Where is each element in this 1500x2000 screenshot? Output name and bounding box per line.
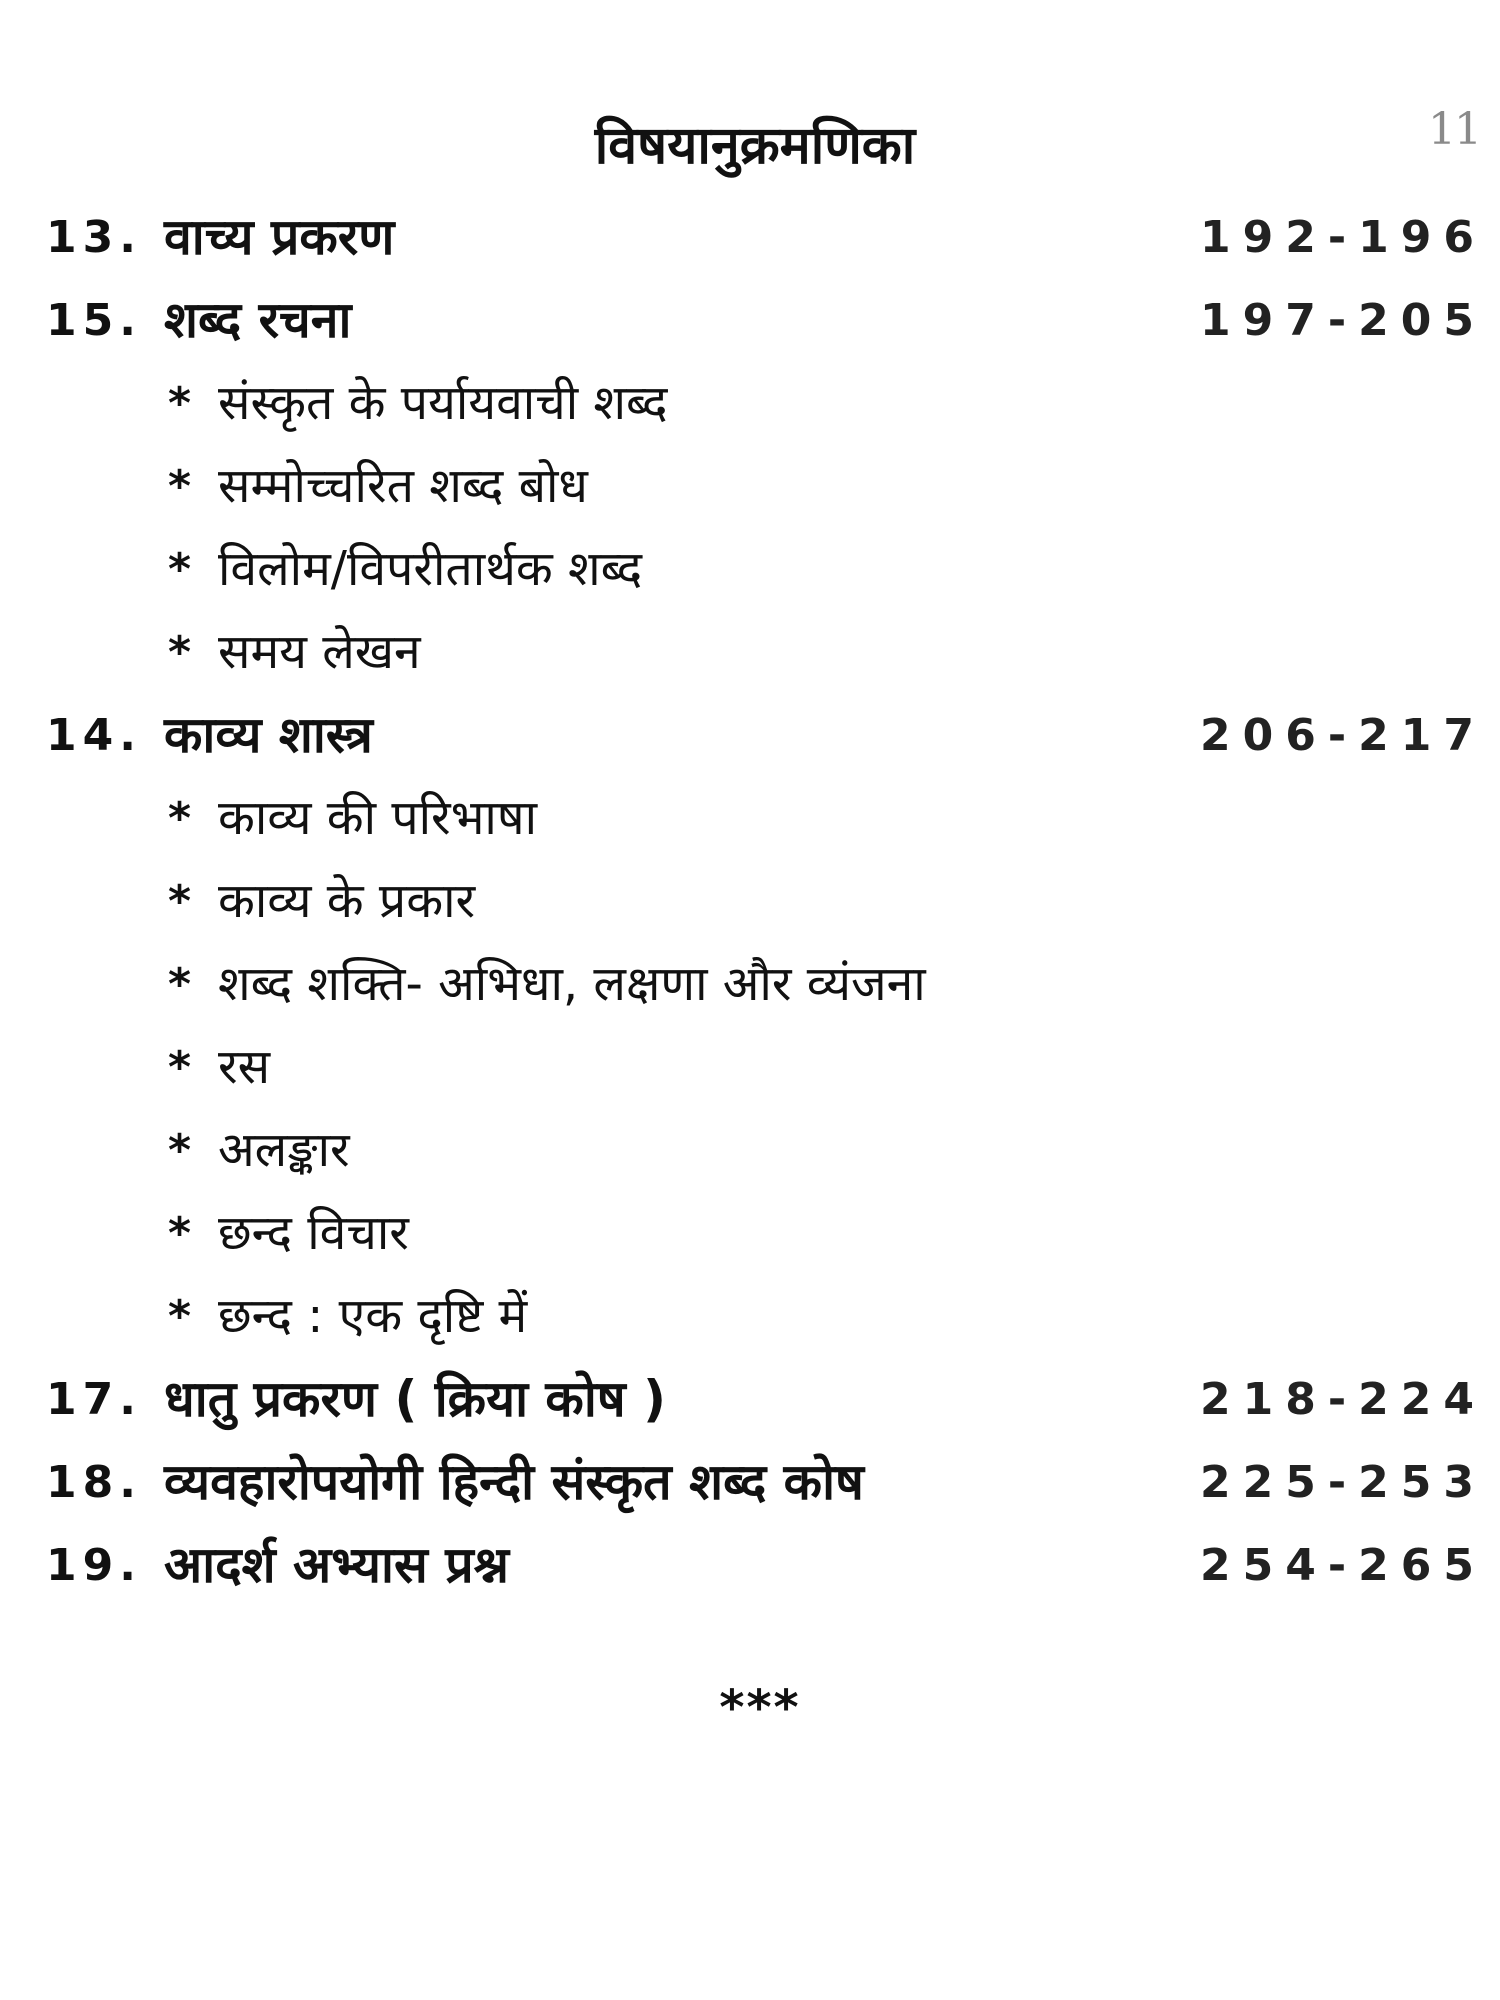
subitem-title: छन्द : एक दृष्टि में [218,1288,528,1344]
end-mark: *** [719,1680,801,1736]
toc-chapter-17 [0,1358,1500,1441]
subitem-title: सम्मोच्चरित शब्द बोध [218,458,588,514]
page-number: 11 [1428,104,1480,155]
toc-subitem [0,1275,1500,1358]
bullet-asterisk: * [168,876,192,927]
page-range: 225-253 [1200,1457,1486,1508]
toc-chapter-15 [0,279,1500,362]
toc-subitem [0,611,1500,694]
bullet-asterisk: * [168,1125,192,1176]
page-range: 192-196 [1200,212,1486,263]
toc-chapter-14 [0,694,1500,777]
page-title: विषयानुक्रमणिका [594,116,916,176]
page-range: 218-224 [1200,1374,1486,1425]
chapter-number: 18. [46,1457,142,1508]
subitem-title: संस्कृत के पर्यायवाची शब्द [218,375,668,431]
chapter-title: वाच्य प्रकरण [164,208,395,266]
chapter-number: 19. [46,1540,142,1591]
toc-chapter-19 [0,1524,1500,1607]
toc-subitem [0,1192,1500,1275]
toc-subitem [0,1026,1500,1109]
bullet-asterisk: * [168,1208,192,1259]
toc-subitem [0,1109,1500,1192]
toc-subitem [0,943,1500,1026]
bullet-asterisk: * [168,378,192,429]
table-of-contents [0,196,1500,1607]
subitem-title: विलोम/विपरीतार्थक शब्द [218,541,643,597]
bullet-asterisk: * [168,627,192,678]
chapter-title: आदर्श अभ्यास प्रश्न [164,1536,510,1594]
subitem-title: काव्य की परिभाषा [218,790,538,846]
subitem-title: रस [218,1039,271,1095]
toc-chapter-18 [0,1441,1500,1524]
bullet-asterisk: * [168,793,192,844]
chapter-number: 17. [46,1374,142,1425]
bullet-asterisk: * [168,461,192,512]
bullet-asterisk: * [168,544,192,595]
chapter-title: धातु प्रकरण ( क्रिया कोष ) [164,1370,666,1428]
chapter-number: 13. [46,212,142,263]
subitem-title: छन्द विचार [218,1205,409,1261]
toc-subitem [0,860,1500,943]
page-range: 197-205 [1200,295,1486,346]
toc-subitem [0,362,1500,445]
subitem-title: अलङ्कार [218,1122,350,1178]
chapter-number: 14. [46,710,142,761]
page-range: 206-217 [1200,710,1486,761]
subitem-title: समय लेखन [218,624,421,680]
bullet-asterisk: * [168,1291,192,1342]
toc-subitem [0,528,1500,611]
chapter-title: शब्द रचना [164,291,352,349]
bullet-asterisk: * [168,959,192,1010]
subitem-title: शब्द शक्ति- अभिधा, लक्षणा और व्यंजना [218,956,926,1012]
chapter-title: काव्य शास्त्र [164,706,373,764]
toc-subitem [0,777,1500,860]
page-range: 254-265 [1200,1540,1486,1591]
toc-subitem [0,445,1500,528]
chapter-number: 15. [46,295,142,346]
bullet-asterisk: * [168,1042,192,1093]
toc-chapter-13 [0,196,1500,279]
subitem-title: काव्य के प्रकार [218,873,476,929]
chapter-title: व्यवहारोपयोगी हिन्दी संस्कृत शब्द कोष [164,1453,864,1511]
